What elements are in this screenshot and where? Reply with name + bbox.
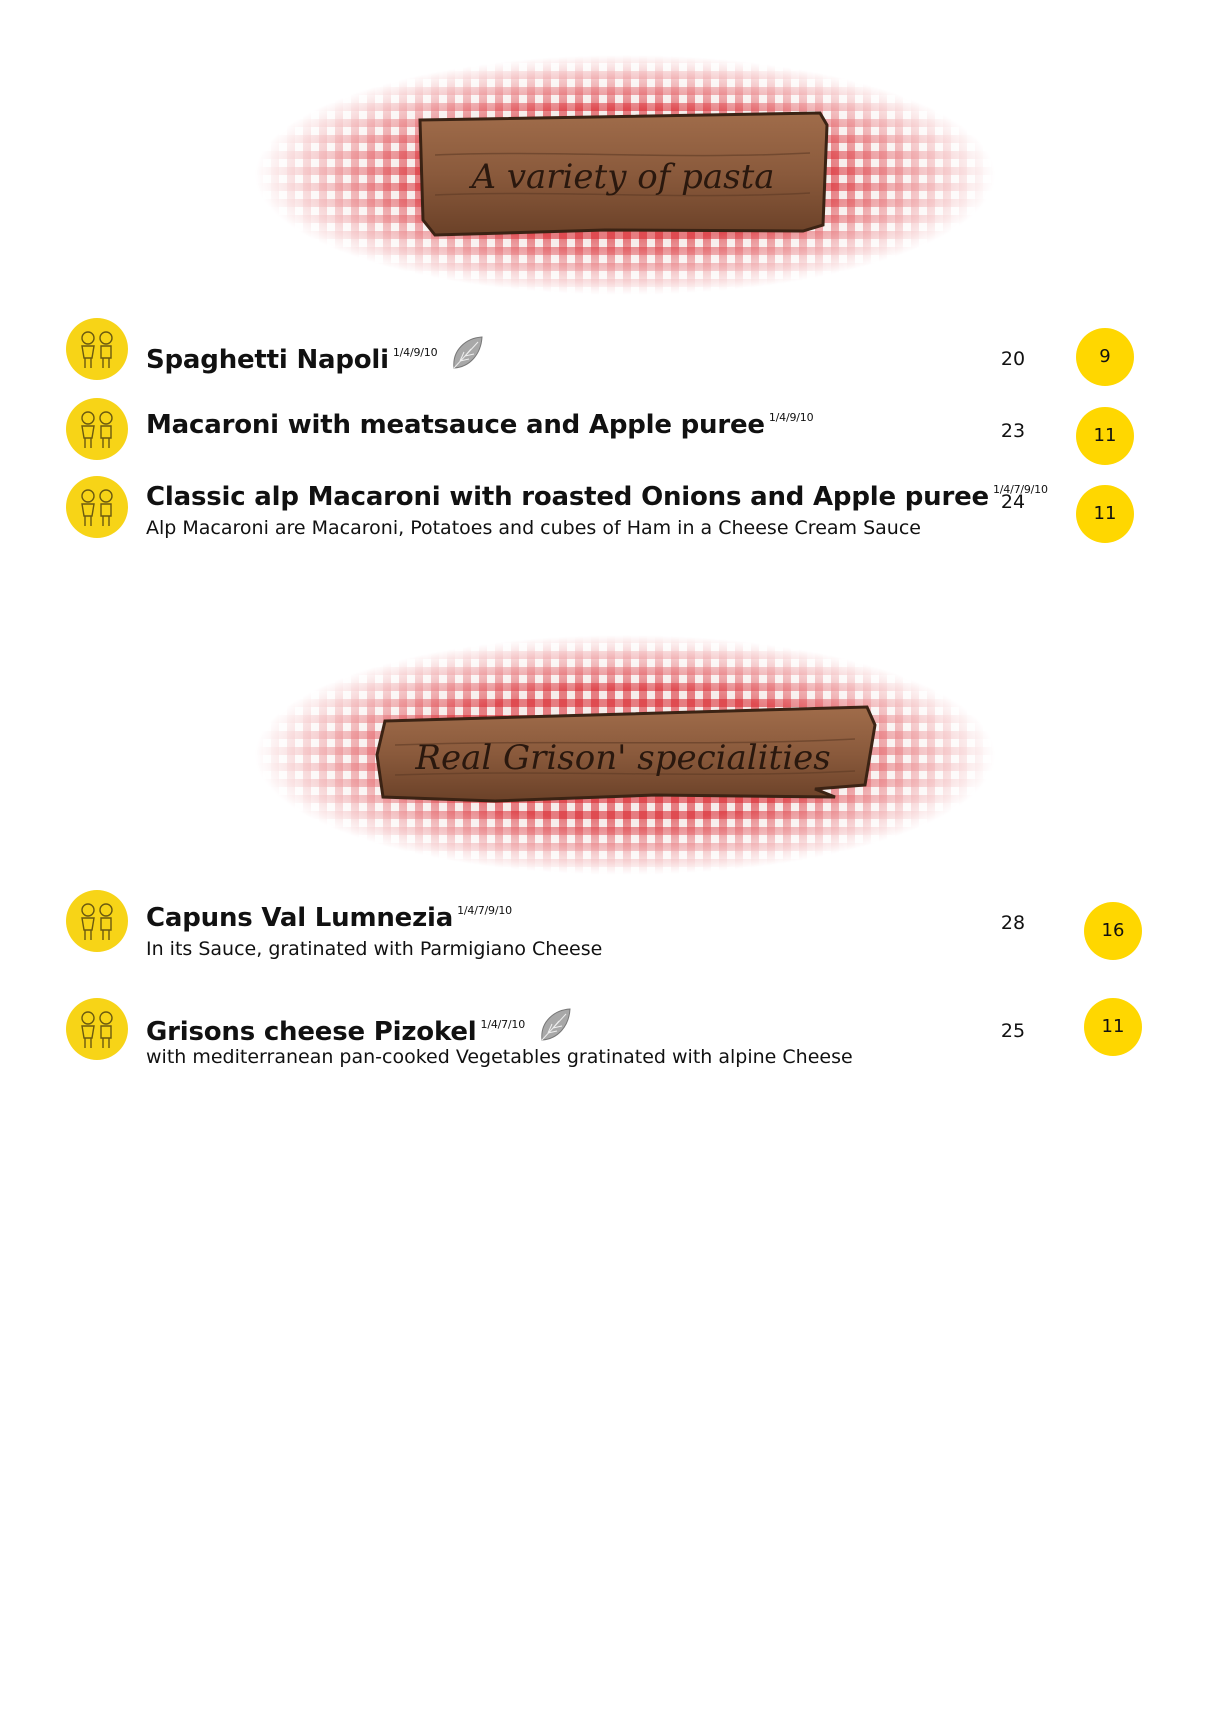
dish-description: Alp Macaroni are Macaroni, Potatoes and cubes of Ham in a Cheese Cream Sauce — [146, 517, 921, 539]
dish-description: with mediterranean pan-cooked Vegetables gratinated with alpine Cheese — [146, 1046, 853, 1068]
dish-name: Capuns Val Lumnezia — [146, 903, 454, 933]
vegetarian-leaf-icon — [536, 1006, 574, 1044]
price: 25 — [1000, 1020, 1026, 1042]
section-title: Real Grison' specialities — [415, 738, 831, 778]
kids-icon — [66, 476, 128, 538]
dish-name-line — [146, 903, 512, 933]
price: 24 — [1000, 491, 1026, 513]
dish-name: Grisons cheese Pizokel — [146, 1017, 477, 1047]
kids-icon — [66, 890, 128, 952]
allergen-codes: 1/4/7/9/10 — [457, 904, 512, 917]
kids-price-badge: 16 — [1084, 902, 1142, 960]
kids-icon — [66, 998, 128, 1060]
allergen-codes: 1/4/9/10 — [392, 346, 438, 359]
dish-name-line — [146, 1006, 574, 1047]
kids-icon — [66, 398, 128, 460]
kids-price-badge: 9 — [1076, 328, 1134, 386]
section-title: A variety of pasta — [471, 157, 775, 197]
price: 23 — [1000, 420, 1026, 442]
vegetarian-leaf-icon — [448, 334, 486, 372]
dish-name-line — [146, 410, 813, 440]
allergen-codes: 1/4/9/10 — [768, 411, 814, 424]
dish-name: Classic alp Macaroni with roasted Onions and Apple puree — [146, 482, 989, 512]
allergen-codes: 1/4/7/9/10 — [992, 483, 1048, 496]
kids-price-badge: 11 — [1084, 998, 1142, 1056]
section-banner-grison — [255, 635, 995, 875]
dish-name-line — [146, 482, 1048, 512]
kids-price-badge: 11 — [1076, 485, 1134, 543]
allergen-codes: 1/4/7/10 — [480, 1018, 526, 1031]
section-banner-pasta — [255, 55, 995, 295]
price: 28 — [1000, 912, 1026, 934]
price: 20 — [1000, 348, 1026, 370]
dish-name-line — [146, 334, 486, 375]
kids-icon — [66, 318, 128, 380]
kids-price-badge: 11 — [1076, 407, 1134, 465]
dish-name: Macaroni with meatsauce and Apple puree — [146, 410, 765, 440]
dish-name: Spaghetti Napoli — [146, 345, 389, 375]
dish-description: In its Sauce, gratinated with Parmigiano Cheese — [146, 938, 603, 960]
